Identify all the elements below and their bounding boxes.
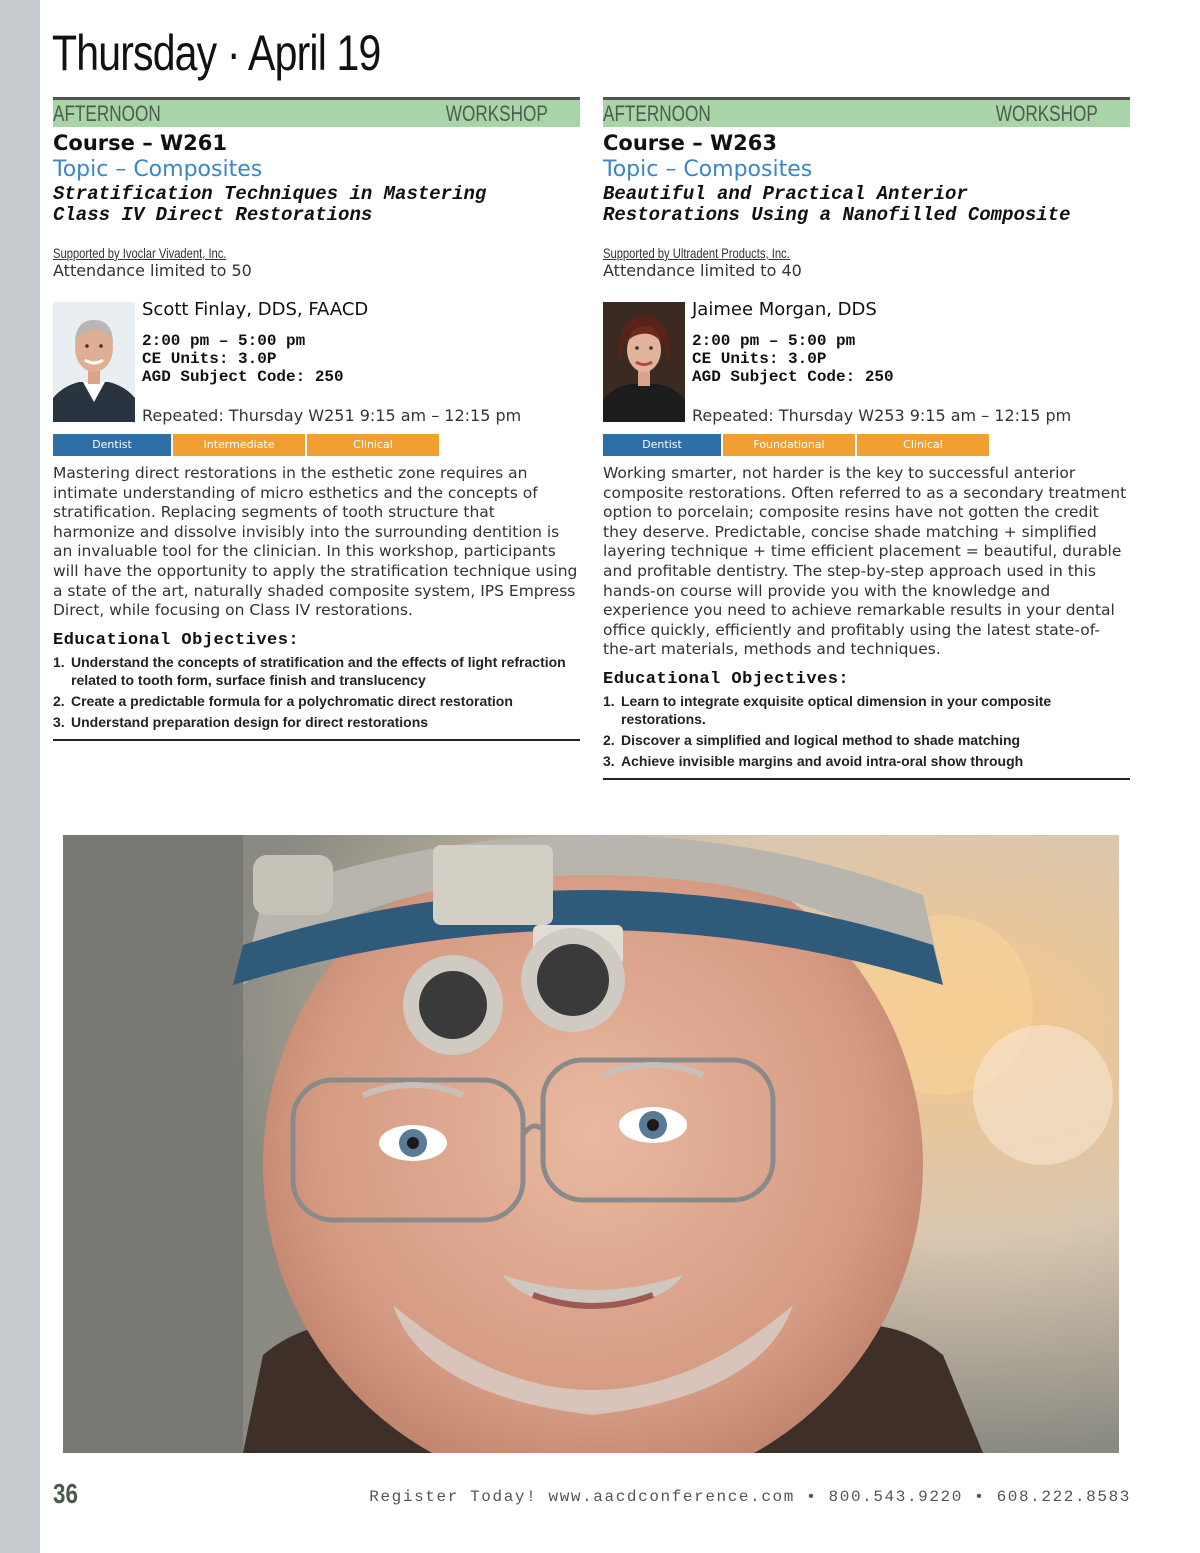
tag-audience: Dentist — [53, 434, 171, 456]
page-title: Thursday · April 19 — [52, 25, 381, 81]
list-item: 1. Understand the concepts of stratification and the effects of light refraction related to tooth form, surface finish and translucency — [53, 653, 566, 688]
course-description: Working smarter, not harder is the key to successful anterior composite restorations. Often referred to as a secondary treatment option to porcelain; composite resins have not gotten the credit they deserve. Predictable, concise shade matching + simplified layering technique + time efficient placement = beautiful, durable and profitable dentistry. The step-by-step approach used in this hands-on course will provide you with the knowledge and experience you need to achieve remarkable results in your dental office quickly, efficiently and profitably using the latest state-of-the-art materials, methods and techniques. — [603, 464, 1127, 659]
course-type-label: WORKSHOP — [445, 101, 548, 126]
course-card-w263 — [603, 97, 1130, 780]
course-header-band — [53, 97, 580, 127]
section-divider — [603, 778, 1130, 780]
course-description: Mastering direct restorations in the esthetic zone requires an intimate understanding of micro esthetics and the concepts of stratification. Replacing segments of tooth structure that harmonize and dissolve invisibly into the surrounding dentition is an invaluable tool for the clinician. In this workshop, participants will have the opportunity to apply the stratification technique using a state of the art, naturally shaded composite system, IPS Empress Direct, while focusing on Class IV restorations. — [53, 464, 578, 620]
speaker-photo — [603, 302, 685, 422]
tag-level: Foundational — [723, 434, 855, 456]
tag-audience: Dentist — [603, 434, 721, 456]
audience-tags — [603, 434, 1130, 456]
list-item: 2. Create a predictable formula for a polychromatic direct restoration — [53, 692, 513, 709]
course-topic: Topic – Composites — [53, 157, 263, 182]
course-code: Course – W261 — [53, 131, 228, 155]
objectives-heading: Educational Objectives: — [53, 630, 300, 650]
objectives-list — [603, 692, 1130, 770]
repeat-session: Repeated: Thursday W251 9:15 am – 12:15 pm — [142, 406, 522, 425]
speaker-name: Jaimee Morgan, DDS — [692, 299, 877, 320]
list-item: 3. Understand preparation design for direct restorations — [53, 713, 429, 730]
speaker-block — [603, 299, 1130, 423]
objectives-list — [53, 653, 580, 731]
course-title: Stratification Techniques in Mastering Class IV Direct Restorations — [53, 183, 487, 226]
page-number: 36 — [53, 1478, 78, 1509]
time-of-day-label: AFTERNOON — [53, 101, 161, 126]
section-divider — [53, 739, 580, 741]
footer-register-line: Register Today! www.aacdconference.com • 800.543.9220 • 608.222.8583 — [369, 1488, 1131, 1506]
hero-photo — [63, 835, 1119, 1453]
tag-level: Intermediate — [173, 434, 305, 456]
course-type-label: WORKSHOP — [995, 101, 1098, 126]
objectives-heading: Educational Objectives: — [603, 669, 850, 689]
audience-tags — [53, 434, 580, 456]
speaker-photo — [53, 302, 135, 422]
course-code: Course – W263 — [603, 131, 778, 155]
repeat-session: Repeated: Thursday W253 9:15 am – 12:15 pm — [692, 406, 1072, 425]
attendance-limit: Attendance limited to 50 — [53, 261, 252, 280]
sponsor-line: Supported by Ultradent Products, Inc. — [603, 245, 790, 261]
speaker-name: Scott Finlay, DDS, FAACD — [142, 299, 369, 320]
course-card-w261 — [53, 97, 580, 741]
tag-category: Clinical — [857, 434, 989, 456]
attendance-limit: Attendance limited to 40 — [603, 261, 802, 280]
course-topic: Topic – Composites — [603, 157, 813, 182]
course-header-band — [603, 97, 1130, 127]
sponsor-line: Supported by Ivoclar Vivadent, Inc. — [53, 245, 227, 261]
speaker-block — [53, 299, 580, 423]
time-of-day-label: AFTERNOON — [603, 101, 711, 126]
list-item: 2. Discover a simplified and logical method to shade matching — [603, 731, 1021, 748]
left-margin-band — [0, 0, 40, 1553]
course-title: Beautiful and Practical Anterior Restorations Using a Nanofilled Composite — [603, 183, 1071, 226]
session-schedule: 2:00 pm – 5:00 pm CE Units: 3.0P AGD Subject Code: 250 — [692, 332, 894, 386]
tag-category: Clinical — [307, 434, 439, 456]
list-item: 3. Achieve invisible margins and avoid intra-oral show through — [603, 752, 1024, 769]
session-schedule: 2:00 pm – 5:00 pm CE Units: 3.0P AGD Subject Code: 250 — [142, 332, 344, 386]
list-item: 1. Learn to integrate exquisite optical dimension in your composite restorations. — [603, 692, 1052, 727]
